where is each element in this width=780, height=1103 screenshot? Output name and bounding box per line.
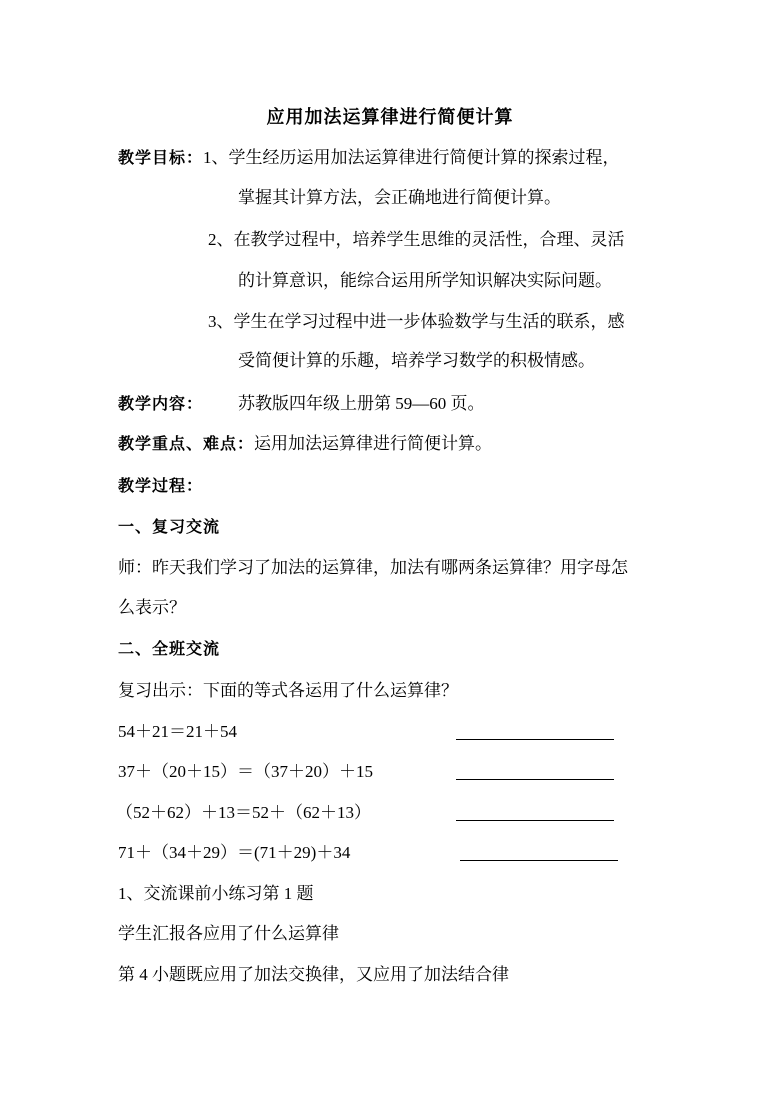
keypoints-label: 教学重点、难点： (118, 434, 255, 453)
section-2-heading: 二、全班交流 (118, 639, 221, 658)
note-line: 第 4 小题既应用了加法交换律，又应用了加法结合律 (118, 965, 509, 984)
objective-item-3-line-2: 受简便计算的乐趣，培养学习数学的积极情感。 (238, 351, 595, 370)
step-1: 1、交流课前小练习第 1 题 (118, 884, 314, 903)
section-2-intro: 复习出示：下面的等式各运用了什么运算律？ (118, 681, 458, 700)
section-1-line-1: 师：昨天我们学习了加法的运算律，加法有哪两条运算律？用字母怎 (118, 558, 628, 577)
objective-item-1-line-1: 1、学生经历运用加法运算律进行简便计算的探索过程， (203, 148, 620, 167)
equation-3: （52＋62）＋13＝52＋（62＋13） (116, 803, 371, 822)
objective-item-3-line-1: 3、学生在学习过程中进一步体验数学与生活的联系，感 (208, 312, 625, 331)
answer-blank-2[interactable] (456, 779, 614, 780)
content-text: 苏教版四年级上册第 59—60 页。 (238, 394, 485, 413)
report-line: 学生汇报各应用了什么运算律 (118, 924, 339, 943)
objective-item-1-line-2: 掌握其计算方法，会正确地进行简便计算。 (238, 188, 561, 207)
objectives-row-1 (118, 146, 620, 170)
answer-blank-4[interactable] (460, 860, 618, 861)
equation-2: 37＋（20＋15）＝（37＋20）＋15 (118, 762, 373, 781)
process-label: 教学过程： (118, 476, 204, 495)
objective-item-2-line-1: 2、在教学过程中，培养学生思维的灵活性，合理、灵活 (208, 230, 625, 249)
section-1-heading: 一、复习交流 (118, 517, 221, 536)
objective-item-2-line-2: 的计算意识，能综合运用所学知识解决实际问题。 (238, 271, 612, 290)
answer-blank-1[interactable] (456, 739, 614, 740)
answer-blank-3[interactable] (456, 820, 614, 821)
objectives-label: 教学目标： (118, 148, 204, 167)
section-1-line-2: 么表示？ (118, 598, 186, 617)
equation-4: 71＋（34＋29）＝(71＋29)＋34 (118, 843, 351, 862)
equation-1: 54＋21＝21＋54 (118, 722, 237, 741)
page-title: 应用加法运算律进行简便计算 (266, 107, 514, 128)
keypoints-text: 运用加法运算律进行简便计算。 (254, 434, 493, 453)
content-label: 教学内容： (118, 394, 204, 413)
keypoints-row (118, 432, 492, 456)
